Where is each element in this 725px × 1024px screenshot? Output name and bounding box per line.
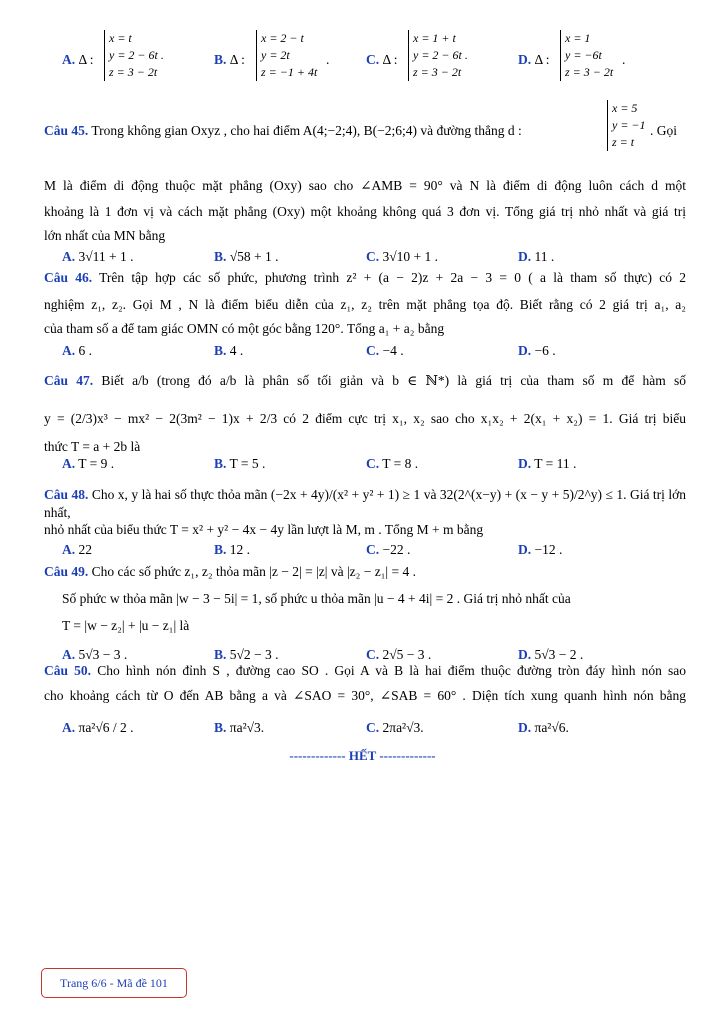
q45-line4: lớn nhất của MN bằng bbox=[44, 228, 166, 243]
q44-system-c: x = 1 + t y = 2 − 6t . z = 3 − 2t bbox=[408, 30, 468, 81]
q50-line2: cho khoảng cách từ O đến AB bằng a và ∠SAO = 30°, ∠SAB = 60° . Diện tích xung quanh hình nón bằng bbox=[44, 688, 686, 703]
q45-line-d-system: x = 5 y = −1 z = t bbox=[607, 100, 646, 151]
q44-b-suffix: . bbox=[326, 52, 330, 67]
q46-line1: Câu 46. Trên tập hợp các số phức, phương trình z² + (a − 2)z + 2a − 3 = 0 ( a là tham số thực) có 2 bbox=[44, 270, 686, 285]
q49-option-a: A. 5√3 − 3 . bbox=[62, 647, 128, 662]
q45-option-d: D. 11 . bbox=[518, 249, 555, 264]
q46-line2: nghiệm z₁, z₂. Gọi M , N là điểm biểu diễn của z₁, z₂ trên mặt phẳng tọa độ. Biết rằng có 2 giá trị a₁, a₂ bbox=[44, 297, 686, 312]
q47-option-c: C. T = 8 . bbox=[366, 456, 419, 471]
q44-option-d: D. Δ : bbox=[518, 52, 550, 67]
q49-line3: T = |w − z₂| + |u − z₁| là bbox=[62, 618, 190, 633]
page-footer: Trang 6/6 - Mã đề 101 bbox=[41, 968, 187, 998]
q44-system-d: x = 1 y = −6t z = 3 − 2t bbox=[560, 30, 613, 81]
q44-system-b: x = 2 − t y = 2t z = −1 + 4t bbox=[256, 30, 317, 81]
q44-option-c: C. Δ : bbox=[366, 52, 398, 67]
q48-line1: Câu 48. Cho x, y là hai số thực thỏa mãn (−2x + 4y)/(x² + y² + 1) ≥ 1 và 32(2^(x−y) + (x − y + 5)/2^y) ≤ 1. Giá trị lớn nhất, bbox=[44, 487, 686, 520]
q45-option-a: A. 3√11 + 1 . bbox=[62, 249, 134, 264]
q47-option-a: A. T = 9 . bbox=[62, 456, 115, 471]
q46-option-d: D. −6 . bbox=[518, 343, 556, 358]
q45-line3: khoảng là 1 đơn vị và cách mặt phẳng (Oxy) một khoảng không quá 3 đơn vị. Tổng giá trị nhỏ nhất và giá trị bbox=[44, 204, 686, 219]
q48-option-d: D. −12 . bbox=[518, 542, 563, 557]
q47-line2: y = (2/3)x³ − mx² − 2(3m² − 1)x + 2/3 có 2 điểm cực trị x₁, x₂ sao cho x₁x₂ + 2(x₁ + x₂) = 1. Giá trị biểu bbox=[44, 411, 686, 426]
q47-line3: thức T = a + 2b là bbox=[44, 439, 141, 454]
end-marker: ------------- HẾT ------------- bbox=[289, 748, 436, 763]
q50-option-b: B. πa²√3. bbox=[214, 720, 265, 735]
q46-option-c: C. −4 . bbox=[366, 343, 404, 358]
q48-option-b: B. 12 . bbox=[214, 542, 251, 557]
q47-option-d: D. T = 11 . bbox=[518, 456, 577, 471]
q44-option-a: A. Δ : bbox=[62, 52, 94, 67]
q44-option-b: B. Δ : bbox=[214, 52, 245, 67]
q49-line2: Số phức w thỏa mãn |w − 3 − 5i| = 1, số phức u thỏa mãn |u − 4 + 4i| = 2 . Giá trị nhỏ nhất của bbox=[62, 591, 571, 606]
q50-option-d: D. πa²√6. bbox=[518, 720, 569, 735]
q49-option-c: C. 2√5 − 3 . bbox=[366, 647, 432, 662]
q50-option-a: A. πa²√6 / 2 . bbox=[62, 720, 134, 735]
q48-option-a: A. 22 bbox=[62, 542, 92, 557]
q49-line1: Câu 49. Cho các số phức z₁, z₂ thỏa mãn |z − 2| = |z| và |z₂ − z₁| = 4 . bbox=[44, 564, 416, 579]
q44-d-suffix: . bbox=[622, 52, 626, 67]
q50-option-c: C. 2πa²√3. bbox=[366, 720, 424, 735]
q46-line3: của tham số a để tam giác OMN có một góc bằng 120°. Tổng a₁ + a₂ bằng bbox=[44, 321, 445, 336]
q50-line1: Câu 50. Cho hình nón đỉnh S , đường cao SO . Gọi A và B là hai điểm thuộc đường tròn đáy hình nón sao bbox=[44, 663, 686, 678]
q49-option-d: D. 5√3 − 2 . bbox=[518, 647, 584, 662]
q45-option-c: C. 3√10 + 1 . bbox=[366, 249, 439, 264]
q46-option-b: B. 4 . bbox=[214, 343, 244, 358]
q45-option-b: B. √58 + 1 . bbox=[214, 249, 279, 264]
q46-option-a: A. 6 . bbox=[62, 343, 92, 358]
q49-option-b: B. 5√2 − 3 . bbox=[214, 647, 279, 662]
q48-option-c: C. −22 . bbox=[366, 542, 411, 557]
q47-option-b: B. T = 5 . bbox=[214, 456, 266, 471]
q44-system-a: x = t y = 2 − 6t . z = 3 − 2t bbox=[104, 30, 164, 81]
q47-line1: Câu 47. Biết a/b (trong đó a/b là phân số tối giản và b ∈ ℕ*) là giá trị của tham số m để hàm số bbox=[44, 373, 687, 388]
q45-line1: Câu 45. Trong không gian Oxyz , cho hai điểm A(4;−2;4), B(−2;6;4) và đường thẳng d : bbox=[44, 123, 522, 138]
q48-line2: nhỏ nhất của biểu thức T = x² + y² − 4x − 4y lần lượt là M, m . Tổng M + m bằng bbox=[44, 522, 484, 537]
q45-after-d: . Gọi bbox=[650, 123, 677, 138]
q45-line2: M là điểm di động thuộc mặt phẳng (Oxy) sao cho ∠AMB = 90° và N là điểm di động luôn cách d một bbox=[44, 178, 686, 193]
